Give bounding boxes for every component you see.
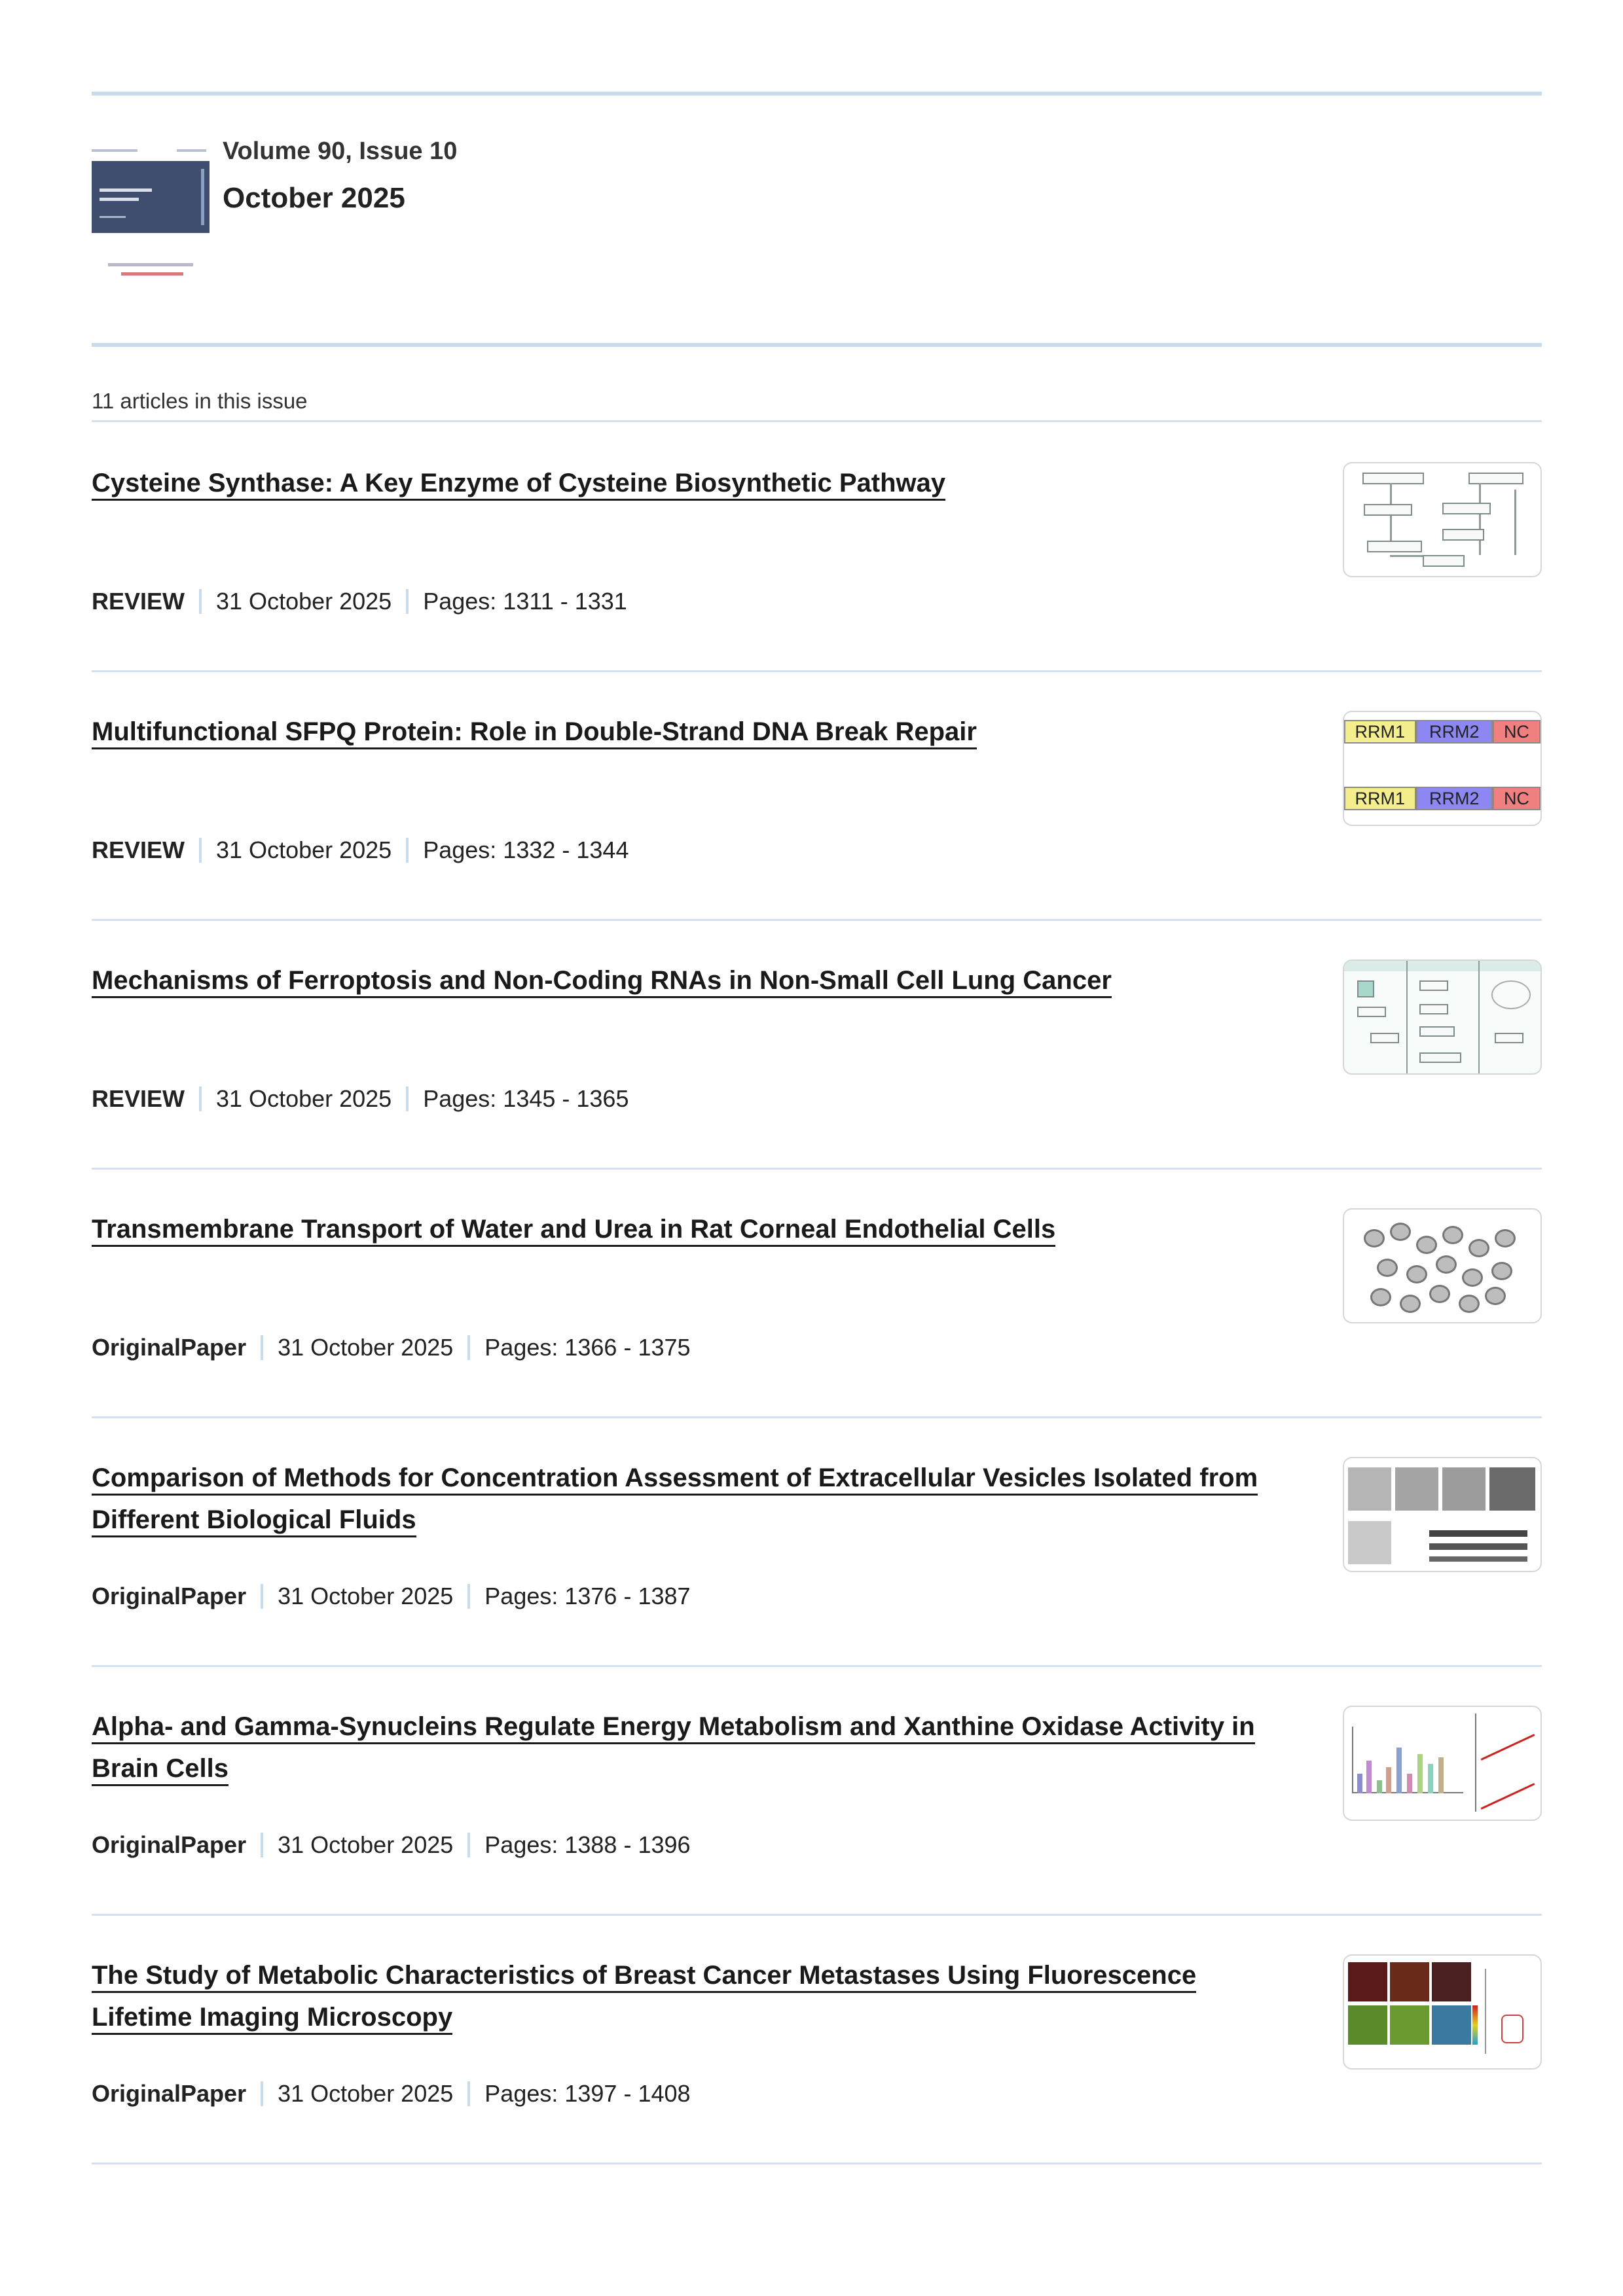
article-type: REVIEW	[92, 836, 185, 863]
article-thumbnail[interactable]	[1343, 960, 1542, 1075]
article-type: OriginalPaper	[92, 1334, 247, 1361]
article-thumbnail[interactable]	[1343, 462, 1542, 577]
article-item	[92, 462, 1542, 711]
article-title-link[interactable]	[92, 1457, 1303, 1541]
article-type: REVIEW	[92, 1085, 185, 1112]
article-meta	[92, 2080, 691, 2108]
issue-date: October 2025	[223, 182, 405, 214]
meta-separator	[199, 1086, 202, 1111]
article-divider	[92, 2162, 1542, 2164]
article-type: OriginalPaper	[92, 2080, 247, 2107]
article-date: 31 October 2025	[216, 1085, 392, 1112]
header-divider	[92, 343, 1542, 347]
meta-separator	[199, 589, 202, 614]
article-item	[92, 1706, 1542, 1954]
article-title-text[interactable]: Transmembrane Transport of Water and Urea in Rat Corneal Endothelial Cells	[92, 1215, 1055, 1247]
article-title-link[interactable]	[92, 462, 1303, 504]
article-meta	[92, 1831, 691, 1859]
article-title-link[interactable]	[92, 1706, 1303, 1789]
meta-separator	[406, 838, 409, 863]
article-divider	[92, 919, 1542, 921]
issue-volume: Volume 90, Issue 10	[223, 137, 458, 165]
article-type: OriginalPaper	[92, 1583, 247, 1609]
article-meta	[92, 588, 627, 615]
article-type: REVIEW	[92, 588, 185, 615]
article-date: 31 October 2025	[278, 1334, 454, 1361]
meta-separator	[261, 1584, 263, 1609]
meta-separator	[467, 1833, 470, 1857]
article-title-text[interactable]: Multifunctional SFPQ Protein: Role in Double-Strand DNA Break Repair	[92, 717, 977, 749]
article-date: 31 October 2025	[278, 1831, 454, 1858]
nc-domain: NC	[1493, 720, 1541, 744]
article-thumbnail[interactable]	[1343, 1208, 1542, 1323]
article-pages: Pages: 1397 - 1408	[484, 2080, 691, 2107]
article-thumbnail[interactable]	[1343, 711, 1542, 826]
article-pages: Pages: 1345 - 1365	[423, 1085, 629, 1112]
article-pages: Pages: 1366 - 1375	[484, 1334, 691, 1361]
journal-cover-thumbnail[interactable]	[92, 144, 210, 288]
article-date: 31 October 2025	[278, 1583, 454, 1609]
meta-separator	[261, 2081, 263, 2106]
rrm1-domain: RRM1	[1344, 720, 1416, 744]
article-pages: Pages: 1388 - 1396	[484, 1831, 691, 1858]
article-divider	[92, 1168, 1542, 1170]
article-meta	[92, 1334, 691, 1361]
article-title-text[interactable]: Comparison of Methods for Concentration Assessment of Extracellular Vesicles Isolated from Different Biological Fluids	[92, 1463, 1258, 1537]
article-pages: Pages: 1311 - 1331	[423, 588, 627, 615]
article-divider	[92, 1416, 1542, 1418]
article-date: 31 October 2025	[278, 2080, 454, 2107]
meta-separator	[261, 1833, 263, 1857]
article-title-text[interactable]: The Study of Metabolic Characteristics of Breast Cancer Metastases Using Fluorescence Lifetime Imaging Microscopy	[92, 1961, 1196, 2035]
article-meta	[92, 1583, 691, 1610]
article-title-link[interactable]	[92, 711, 1303, 753]
article-title-text[interactable]: Cysteine Synthase: A Key Enzyme of Cysteine Biosynthetic Pathway	[92, 469, 945, 501]
article-date: 31 October 2025	[216, 588, 392, 615]
article-thumbnail[interactable]	[1343, 1706, 1542, 1821]
article-item	[92, 960, 1542, 1208]
article-divider	[92, 1665, 1542, 1667]
article-divider	[92, 1914, 1542, 1916]
meta-separator	[199, 838, 202, 863]
rrm2-domain: RRM2	[1416, 720, 1493, 744]
article-pages: Pages: 1376 - 1387	[484, 1583, 691, 1609]
article-meta	[92, 1085, 629, 1113]
article-thumbnail[interactable]	[1343, 1954, 1542, 2070]
article-title-text[interactable]: Mechanisms of Ferroptosis and Non-Coding RNAs in Non-Small Cell Lung Cancer	[92, 966, 1112, 998]
meta-separator	[261, 1335, 263, 1360]
article-type: OriginalPaper	[92, 1831, 247, 1858]
rrm2-domain: RRM2	[1416, 787, 1493, 810]
top-divider	[92, 92, 1542, 96]
rrm1-domain: RRM1	[1344, 787, 1416, 810]
article-thumbnail[interactable]	[1343, 1457, 1542, 1572]
article-item	[92, 1457, 1542, 1706]
list-divider	[92, 420, 1542, 422]
meta-separator	[406, 1086, 409, 1111]
article-count: 11 articles in this issue	[92, 389, 308, 413]
meta-separator	[467, 1584, 470, 1609]
article-item	[92, 1208, 1542, 1457]
article-item	[92, 1954, 1542, 2203]
meta-separator	[467, 2081, 470, 2106]
article-pages: Pages: 1332 - 1344	[423, 836, 629, 863]
article-item	[92, 711, 1542, 960]
article-divider	[92, 670, 1542, 672]
article-meta	[92, 836, 629, 864]
meta-separator	[406, 589, 409, 614]
article-title-link[interactable]	[92, 1208, 1303, 1250]
article-title-text[interactable]: Alpha- and Gamma-Synucleins Regulate Energy Metabolism and Xanthine Oxidase Activity in Brain Cells	[92, 1712, 1255, 1786]
article-date: 31 October 2025	[216, 836, 392, 863]
article-title-link[interactable]	[92, 960, 1303, 1001]
meta-separator	[467, 1335, 470, 1360]
article-title-link[interactable]	[92, 1954, 1303, 2038]
nc-domain: NC	[1493, 787, 1541, 810]
